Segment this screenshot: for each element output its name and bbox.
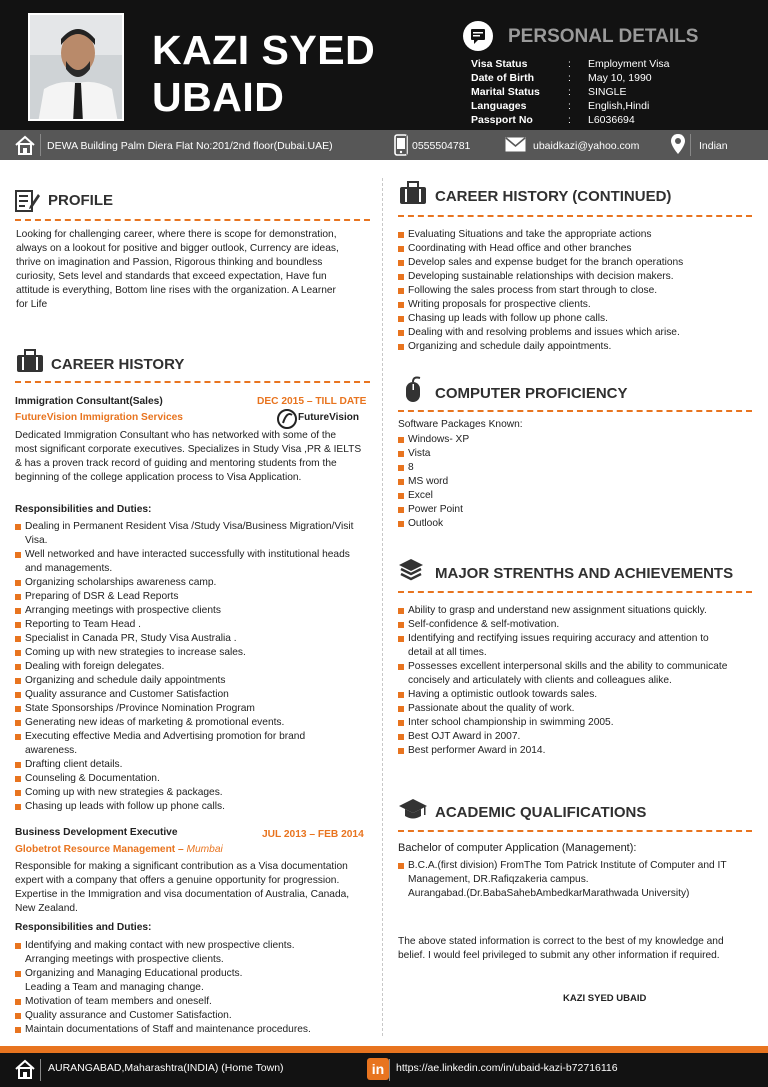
colon: : [568, 58, 571, 70]
computer-mouse-icon [398, 376, 428, 404]
list-item: Reporting to Team Head . [15, 618, 375, 632]
list-item: Passionate about the quality of work. [398, 702, 760, 716]
list-item [398, 632, 760, 660]
line: and managements. [25, 563, 113, 574]
passport-value: L6036694 [588, 114, 635, 126]
job2-company [15, 843, 223, 857]
marital-label: Marital Status [471, 86, 540, 98]
divider [406, 134, 407, 156]
list-item: Preparing of DSR & Lead Reports [15, 590, 375, 604]
colon: : [568, 86, 571, 98]
list-item: Evaluating Situations and take the appropriate actions [398, 228, 758, 242]
futurevision-logo-icon [276, 408, 298, 430]
list-item: Maintain documentations of Staff and maintenance procedures. [15, 1023, 375, 1037]
briefcase-icon [16, 349, 44, 373]
list-item: Dealing with and resolving problems and issues which arise. [398, 326, 758, 340]
location-pin-icon [670, 133, 686, 155]
job1-dates: DEC 2015 – TILL DATE [257, 396, 367, 407]
summary-line: Dedicated Immigration Consultant who has networked with some of the [15, 430, 337, 441]
line: Organizing and Managing Educational products. [25, 968, 243, 979]
list-item [15, 730, 375, 758]
list-item: Ability to grasp and understand new assignment situations quickly. [398, 604, 760, 618]
section-underline [398, 591, 752, 593]
line: Executing effective Media and Advertising promotion for brand [25, 731, 306, 742]
name-line-1: KAZI SYED [152, 27, 376, 73]
line: Management, DR.Rafiqzakeria campus. [408, 874, 589, 885]
visa-status-label: Visa Status [471, 58, 528, 70]
list-item: Organizing and schedule daily appointments. [398, 340, 758, 354]
summary-line: beginning of the college application process to Visa Application. [15, 472, 302, 483]
line: The above stated information is correct to the best of my knowledge and [398, 936, 724, 947]
profile-title: PROFILE [48, 192, 114, 209]
career-history-title: CAREER HISTORY [51, 356, 185, 373]
job2-role: Business Development Executive [15, 827, 178, 838]
list-item: Best OJT Award in 2007. [398, 730, 760, 744]
list-item: Chasing up leads with follow up phone calls. [398, 312, 758, 326]
footer [0, 1053, 768, 1087]
section-underline [15, 381, 370, 383]
passport-label: Passport No [471, 114, 533, 126]
hometown: AURANGABAD,Maharashtra(INDIA) (Home Town) [48, 1062, 284, 1074]
list-item: 8 [398, 461, 414, 475]
list-item: Quality assurance and Customer Satisfaction. [15, 1009, 375, 1023]
profile-line: for Life [16, 299, 48, 310]
profile-line: attitude is everything, Bottom line rises with the organization. A Learner [16, 285, 336, 296]
colon: : [568, 100, 571, 112]
declaration [398, 935, 760, 963]
line: Visa. [25, 535, 48, 546]
profile-line: thrive on imagination and Passion, Rigorous thinking and boundless [16, 257, 323, 268]
summary-line: expert with a company that offers a genuine opportunity for progression. [15, 875, 340, 886]
list-item: Develop sales and expense budget for the branch operations [398, 256, 758, 270]
profile-photo [28, 13, 124, 121]
profile-line: always on a lookout for positive and bigger outlook, Currency are ideas, [16, 243, 339, 254]
list-item: Motivation of team members and oneself. [15, 995, 375, 1009]
line: Arranging meetings with prospective clients. [25, 954, 224, 965]
line: Well networked and have interacted successfully with institutional heads [25, 549, 350, 560]
job1-summary [15, 429, 375, 485]
job2-location: Mumbai [186, 844, 223, 855]
signature: KAZI SYED UBAID [563, 993, 647, 1004]
line: B.C.A.(first division) FromThe Tom Patrick Institute of Computer and IT [408, 860, 727, 871]
list-item: Generating new ideas of marketing & promotional events. [15, 716, 375, 730]
job1-role: Immigration Consultant(Sales) [15, 396, 163, 407]
phone-number: 0555504781 [412, 140, 471, 152]
summary-line: most significant corporate executives. Specializes in Study Visa ,PR & IELTS [15, 444, 362, 455]
list-item: Outlook [398, 517, 443, 531]
futurevision-logo [276, 408, 368, 430]
list-item: Drafting client details. [15, 758, 375, 772]
profile-text [16, 228, 376, 312]
job2-responsibilities-title: Responsibilities and Duties: [15, 922, 152, 933]
list-item [15, 939, 375, 967]
job1-responsibilities-title: Responsibilities and Duties: [15, 504, 152, 515]
job2-dates: JUL 2013 – FEB 2014 [262, 829, 364, 840]
list-item: Counseling & Documentation. [15, 772, 375, 786]
list-item: Following the sales process from start through to close. [398, 284, 758, 298]
summary-line: Expertise in the Immigration and visa documentation of Australia, Canada, [15, 889, 350, 900]
line: Identifying and making contact with new prospective clients. [25, 940, 295, 951]
section-underline [398, 410, 752, 412]
list-item: Writing proposals for prospective clients. [398, 298, 758, 312]
list-item: Windows- XP [398, 433, 469, 447]
job2-summary [15, 860, 375, 916]
nationality: Indian [699, 140, 728, 152]
list-item: Organizing scholarships awareness camp. [15, 576, 375, 590]
section-underline [398, 215, 752, 217]
layers-icon [398, 557, 424, 583]
home-icon [14, 134, 36, 156]
list-item: Power Point [398, 503, 463, 517]
list-item: Vista [398, 447, 430, 461]
profile-form-icon [15, 189, 41, 213]
list-item: Specialist in Canada PR, Study Visa Australia . [15, 632, 375, 646]
languages-value: English,Hindi [588, 100, 650, 112]
briefcase-icon [399, 181, 427, 205]
linkedin-icon: in [367, 1058, 389, 1080]
software-intro: Software Packages Known: [398, 419, 523, 430]
list-item: State Sponsorships /Province Nomination Program [15, 702, 375, 716]
degree-title: Bachelor of computer Application (Management): [398, 842, 637, 854]
line: detail at all times. [408, 647, 487, 658]
list-item: Self-confidence & self-motivation. [398, 618, 760, 632]
linkedin-link[interactable]: https://ae.linkedin.com/in/ubaid-kazi-b72716116 [396, 1062, 618, 1074]
footer-accent-bar [0, 1046, 768, 1053]
column-divider [382, 178, 383, 1036]
home-icon [14, 1058, 36, 1080]
list-item: Dealing with foreign delegates. [15, 660, 375, 674]
dob-label: Date of Birth [471, 72, 534, 84]
list-item: Best performer Award in 2014. [398, 744, 760, 758]
languages-label: Languages [471, 100, 527, 112]
career-continued-title: CAREER HISTORY (CONTINUED) [435, 188, 672, 205]
email-link[interactable]: ubaidkazi@yahoo.com [533, 140, 640, 152]
dob-value: May 10, 1990 [588, 72, 652, 84]
colon: : [568, 72, 571, 84]
summary-line: Responsible for making a significant contribution as a Visa documentation [15, 861, 348, 872]
divider [690, 134, 691, 156]
strengths-title: MAJOR STRENTHS AND ACHIEVEMENTS [435, 565, 734, 582]
personal-details-title: PERSONAL DETAILS [508, 26, 699, 47]
academic-title: ACADEMIC QUALIFICATIONS [435, 804, 647, 821]
divider [40, 134, 41, 156]
list-item [398, 859, 760, 901]
list-item: MS word [398, 475, 448, 489]
divider [389, 1059, 390, 1081]
profile-line: curiosity, Sets level and standards that exceed expectation, Have fun [16, 271, 327, 282]
list-item: Chasing up leads with follow up phone calls. [15, 800, 375, 814]
list-item [15, 967, 375, 995]
list-item: Coordinating with Head office and other branches [398, 242, 758, 256]
job2-company-name: Globetrot Resource Management – [15, 844, 187, 855]
chat-icon [463, 21, 493, 51]
summary-line: New Zealand. [15, 903, 78, 914]
address: DEWA Building Palm Diera Flat No:201/2nd floor(Dubai.UAE) [47, 140, 333, 152]
list-item: Inter school championship in swimming 2005. [398, 716, 760, 730]
list-item: Having a optimistic outlook towards sales. [398, 688, 760, 702]
candidate-name [152, 27, 375, 121]
line: concisely and articulately with clients and colleagues alike. [408, 675, 672, 686]
profile-line: Looking for challenging career, where there is scope for demonstration, [16, 229, 337, 240]
list-item: Excel [398, 489, 433, 503]
list-item [15, 520, 375, 548]
section-underline [398, 830, 752, 832]
name-line-2: UBAID [152, 74, 285, 120]
job1-company: FutureVision Immigration Services [15, 412, 183, 423]
header [0, 0, 768, 130]
list-item [398, 660, 760, 688]
list-item: Coming up with new strategies & packages. [15, 786, 375, 800]
line: belief. I would feel privileged to submit any other information if required. [398, 950, 720, 961]
line: Dealing in Permanent Resident Visa /Study Visa/Business Migration/Visit [25, 521, 354, 532]
line: Possesses excellent interpersonal skills and the ability to communicate [408, 661, 728, 672]
line: Aurangabad.(Dr.BabaSahebAmbedkarMarathwada University) [408, 888, 690, 899]
contact-bar [0, 130, 768, 160]
computer-proficiency-title: COMPUTER PROFICIENCY [435, 385, 628, 402]
visa-status-value: Employment Visa [588, 58, 670, 70]
marital-value: SINGLE [588, 86, 627, 98]
list-item: Developing sustainable relationships with decision makers. [398, 270, 758, 284]
graduation-cap-icon [398, 797, 428, 823]
list-item: Arranging meetings with prospective clients [15, 604, 375, 618]
futurevision-logo-text: FutureVision [298, 412, 359, 423]
line: Leading a Team and managing change. [25, 982, 204, 993]
list-item: Organizing and schedule daily appointments [15, 674, 375, 688]
colon: : [568, 114, 571, 126]
list-item [15, 548, 375, 576]
divider [40, 1059, 41, 1081]
section-underline [15, 219, 370, 221]
list-item: Coming up with new strategies to increase sales. [15, 646, 375, 660]
envelope-icon [505, 137, 526, 152]
list-item: Quality assurance and Customer Satisfaction [15, 688, 375, 702]
line: awareness. [25, 745, 78, 756]
summary-line: & has a proven track record of guiding and mentoring students from the [15, 458, 337, 469]
line: Identifying and rectifying issues requiring accuracy and attention to [408, 633, 709, 644]
